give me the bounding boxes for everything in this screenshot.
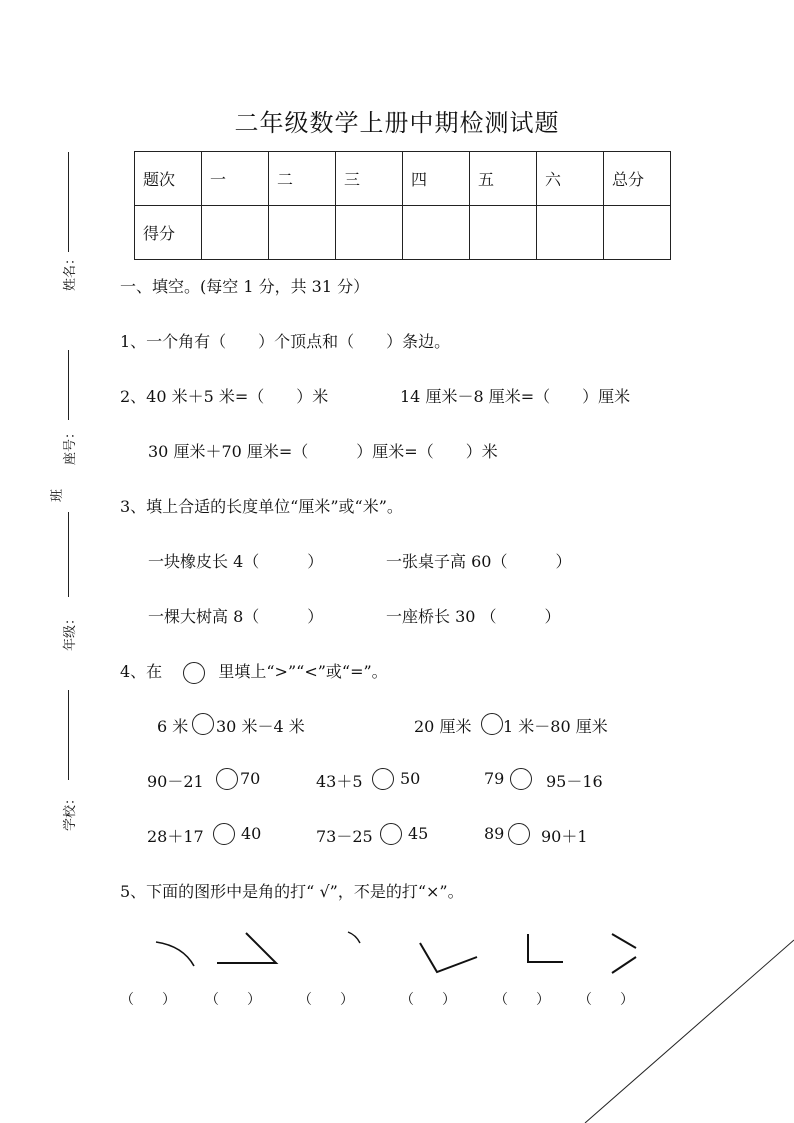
angle-shape-icon bbox=[217, 933, 276, 963]
arc-shape-icon bbox=[156, 942, 194, 966]
question-2a: 2、40 米＋5 米=（ ）米 bbox=[120, 387, 329, 406]
compare-1-right: 30 米－4 米 bbox=[216, 717, 305, 736]
answer-parens[interactable]: （ ） bbox=[298, 992, 354, 1008]
question-4-prefix: 4、在 bbox=[120, 662, 163, 681]
table-cell: 总分 bbox=[604, 152, 671, 206]
compare-8-left: 89 bbox=[484, 824, 505, 843]
table-cell: 五 bbox=[470, 152, 537, 206]
answer-parens[interactable]: （ ） bbox=[578, 992, 634, 1008]
question-3b: 一张桌子高 60（ ） bbox=[386, 552, 572, 571]
question-3a: 一块橡皮长 4（ ） bbox=[148, 552, 324, 571]
section-heading: 一、填空。(每空 1 分，共 31 分） bbox=[120, 277, 370, 296]
page-title: 二年级数学上册中期检测试题 bbox=[234, 109, 560, 137]
compare-2-right: 1 米－80 厘米 bbox=[503, 717, 608, 736]
question-4-suffix: 里填上“>”“<”或“=”。 bbox=[218, 662, 388, 681]
answer-parens[interactable]: （ ） bbox=[400, 992, 456, 1008]
open-lines-shape-icon bbox=[612, 934, 636, 948]
grade-label: 年级： bbox=[63, 611, 79, 652]
open-lines-shape-icon bbox=[612, 957, 636, 973]
question-5: 5、下面的图形中是角的打“ √”，不是的打“×”。 bbox=[120, 882, 464, 901]
question-2c: 30 厘米＋70 厘米=（ ）厘米=（ ）米 bbox=[148, 442, 498, 461]
name-label: 姓名： bbox=[63, 251, 79, 292]
compare-6-right: 40 bbox=[241, 824, 262, 843]
answer-parens[interactable]: （ ） bbox=[494, 992, 550, 1008]
table-cell: 四 bbox=[403, 152, 470, 206]
small-arc-shape-icon bbox=[348, 932, 360, 943]
school-label: 学校： bbox=[63, 791, 79, 832]
diagonal-line bbox=[585, 940, 794, 1123]
table-cell: 六 bbox=[537, 152, 604, 206]
seat-label: 座号： bbox=[63, 425, 79, 466]
compare-3-right: 70 bbox=[240, 769, 261, 788]
table-cell: 得分 bbox=[135, 206, 202, 260]
compare-5-left: 79 bbox=[484, 769, 505, 788]
question-1: 1、一个角有（ ）个顶点和（ ）条边。 bbox=[120, 332, 451, 351]
compare-8-right: 90＋1 bbox=[541, 827, 588, 846]
table-cell: 一 bbox=[202, 152, 269, 206]
answer-parens[interactable]: （ ） bbox=[205, 992, 261, 1008]
question-2b: 14 厘米－8 厘米=（ ）厘米 bbox=[400, 387, 631, 406]
table-cell: 题次 bbox=[135, 152, 202, 206]
angle-shape-icon bbox=[420, 943, 477, 972]
compare-4-right: 50 bbox=[400, 769, 421, 788]
compare-5-right: 95－16 bbox=[546, 772, 603, 791]
compare-3-left: 90－21 bbox=[147, 772, 204, 791]
compare-1-left: 6 米 bbox=[157, 717, 189, 736]
compare-2-left: 20 厘米 bbox=[414, 717, 472, 736]
compare-7-left: 73－25 bbox=[316, 827, 373, 846]
compare-4-left: 43＋5 bbox=[316, 772, 363, 791]
table-cell: 三 bbox=[336, 152, 403, 206]
right-angle-shape-icon bbox=[528, 934, 563, 962]
question-3d: 一座桥长 30 （ ） bbox=[386, 607, 561, 626]
compare-6-left: 28＋17 bbox=[147, 827, 204, 846]
answer-parens[interactable]: （ ） bbox=[120, 992, 176, 1008]
class-label: 班 bbox=[50, 488, 66, 503]
question-3c: 一棵大树高 8（ ） bbox=[148, 607, 324, 626]
question-3: 3、填上合适的长度单位“厘米”或“米”。 bbox=[120, 497, 403, 516]
compare-7-right: 45 bbox=[408, 824, 429, 843]
table-cell: 二 bbox=[269, 152, 336, 206]
